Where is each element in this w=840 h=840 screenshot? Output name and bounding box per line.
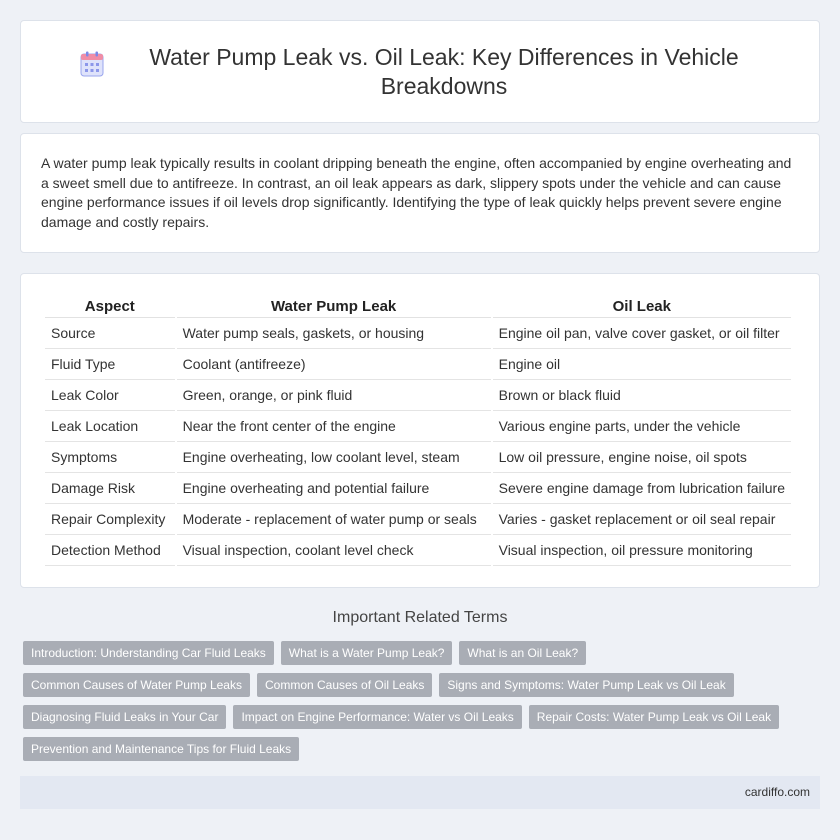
related-term-link[interactable]: Common Causes of Water Pump Leaks bbox=[23, 673, 250, 697]
table-row bbox=[45, 473, 791, 504]
table-row bbox=[45, 380, 791, 411]
row-aspect: Damage Risk bbox=[45, 473, 175, 504]
related-term-link[interactable]: Introduction: Understanding Car Fluid Leaks bbox=[23, 641, 274, 665]
row-oil-value: Various engine parts, under the vehicle bbox=[493, 411, 791, 442]
row-water-pump-value: Coolant (antifreeze) bbox=[177, 349, 491, 380]
related-term-link[interactable]: Prevention and Maintenance Tips for Fluid Leaks bbox=[23, 737, 299, 761]
table-row bbox=[45, 411, 791, 442]
header-water-pump-leak: Water Pump Leak bbox=[177, 294, 491, 318]
related-terms-list bbox=[23, 641, 823, 769]
calendar-icon bbox=[80, 51, 104, 77]
page-title: Water Pump Leak vs. Oil Leak: Key Differences in Vehicle Breakdowns bbox=[149, 43, 739, 99]
row-oil-value: Varies - gasket replacement or oil seal repair bbox=[493, 504, 791, 535]
row-water-pump-value: Engine overheating, low coolant level, steam bbox=[177, 442, 491, 473]
row-water-pump-value: Engine overheating and potential failure bbox=[177, 473, 491, 504]
header-oil-leak: Oil Leak bbox=[493, 294, 791, 318]
table-row bbox=[45, 442, 791, 473]
row-oil-value: Brown or black fluid bbox=[493, 380, 791, 411]
table-row bbox=[45, 318, 791, 349]
row-aspect: Fluid Type bbox=[45, 349, 175, 380]
row-aspect: Symptoms bbox=[45, 442, 175, 473]
row-oil-value: Engine oil bbox=[493, 349, 791, 380]
related-term-link[interactable]: What is a Water Pump Leak? bbox=[281, 641, 453, 665]
row-aspect: Leak Color bbox=[45, 380, 175, 411]
table-row bbox=[45, 535, 791, 566]
related-term-link[interactable]: Impact on Engine Performance: Water vs Oil Leaks bbox=[233, 705, 521, 729]
related-terms-title: Important Related Terms bbox=[332, 609, 508, 626]
row-aspect: Source bbox=[45, 318, 175, 349]
comparison-card bbox=[20, 273, 820, 588]
intro-paragraph: A water pump leak typically results in coolant dripping beneath the engine, often accompanied by engine overheating and a sweet smell due to antifreeze. In contrast, an oil leak appears as dark, slippery spots under the vehicle and can cause engine performance issues if oil levels drop significantly. Identifying the type of leak quickly helps prevent severe engine damage and costly repairs. bbox=[41, 155, 792, 230]
row-oil-value: Severe engine damage from lubrication failure bbox=[493, 473, 791, 504]
row-water-pump-value: Moderate - replacement of water pump or seals bbox=[177, 504, 491, 535]
title-wrap bbox=[80, 43, 760, 101]
header-card bbox=[20, 20, 820, 123]
footer-site-name: cardiffo.com bbox=[744, 785, 810, 799]
table-header-row bbox=[45, 294, 791, 318]
row-water-pump-value: Visual inspection, coolant level check bbox=[177, 535, 491, 566]
related-term-link[interactable]: Signs and Symptoms: Water Pump Leak vs Oil Leak bbox=[439, 673, 733, 697]
row-aspect: Detection Method bbox=[45, 535, 175, 566]
header-aspect: Aspect bbox=[45, 294, 175, 318]
related-term-link[interactable]: Diagnosing Fluid Leaks in Your Car bbox=[23, 705, 226, 729]
comparison-table bbox=[43, 294, 793, 566]
row-water-pump-value: Near the front center of the engine bbox=[177, 411, 491, 442]
footer bbox=[20, 776, 820, 809]
intro-card bbox=[20, 133, 820, 253]
related-term-link[interactable]: Common Causes of Oil Leaks bbox=[257, 673, 432, 697]
row-oil-value: Visual inspection, oil pressure monitoring bbox=[493, 535, 791, 566]
row-aspect: Leak Location bbox=[45, 411, 175, 442]
table-row bbox=[45, 349, 791, 380]
related-term-link[interactable]: What is an Oil Leak? bbox=[459, 641, 586, 665]
row-water-pump-value: Green, orange, or pink fluid bbox=[177, 380, 491, 411]
related-term-link[interactable]: Repair Costs: Water Pump Leak vs Oil Leak bbox=[529, 705, 779, 729]
row-aspect: Repair Complexity bbox=[45, 504, 175, 535]
row-oil-value: Engine oil pan, valve cover gasket, or oil filter bbox=[493, 318, 791, 349]
table-row bbox=[45, 504, 791, 535]
row-oil-value: Low oil pressure, engine noise, oil spots bbox=[493, 442, 791, 473]
row-water-pump-value: Water pump seals, gaskets, or housing bbox=[177, 318, 491, 349]
